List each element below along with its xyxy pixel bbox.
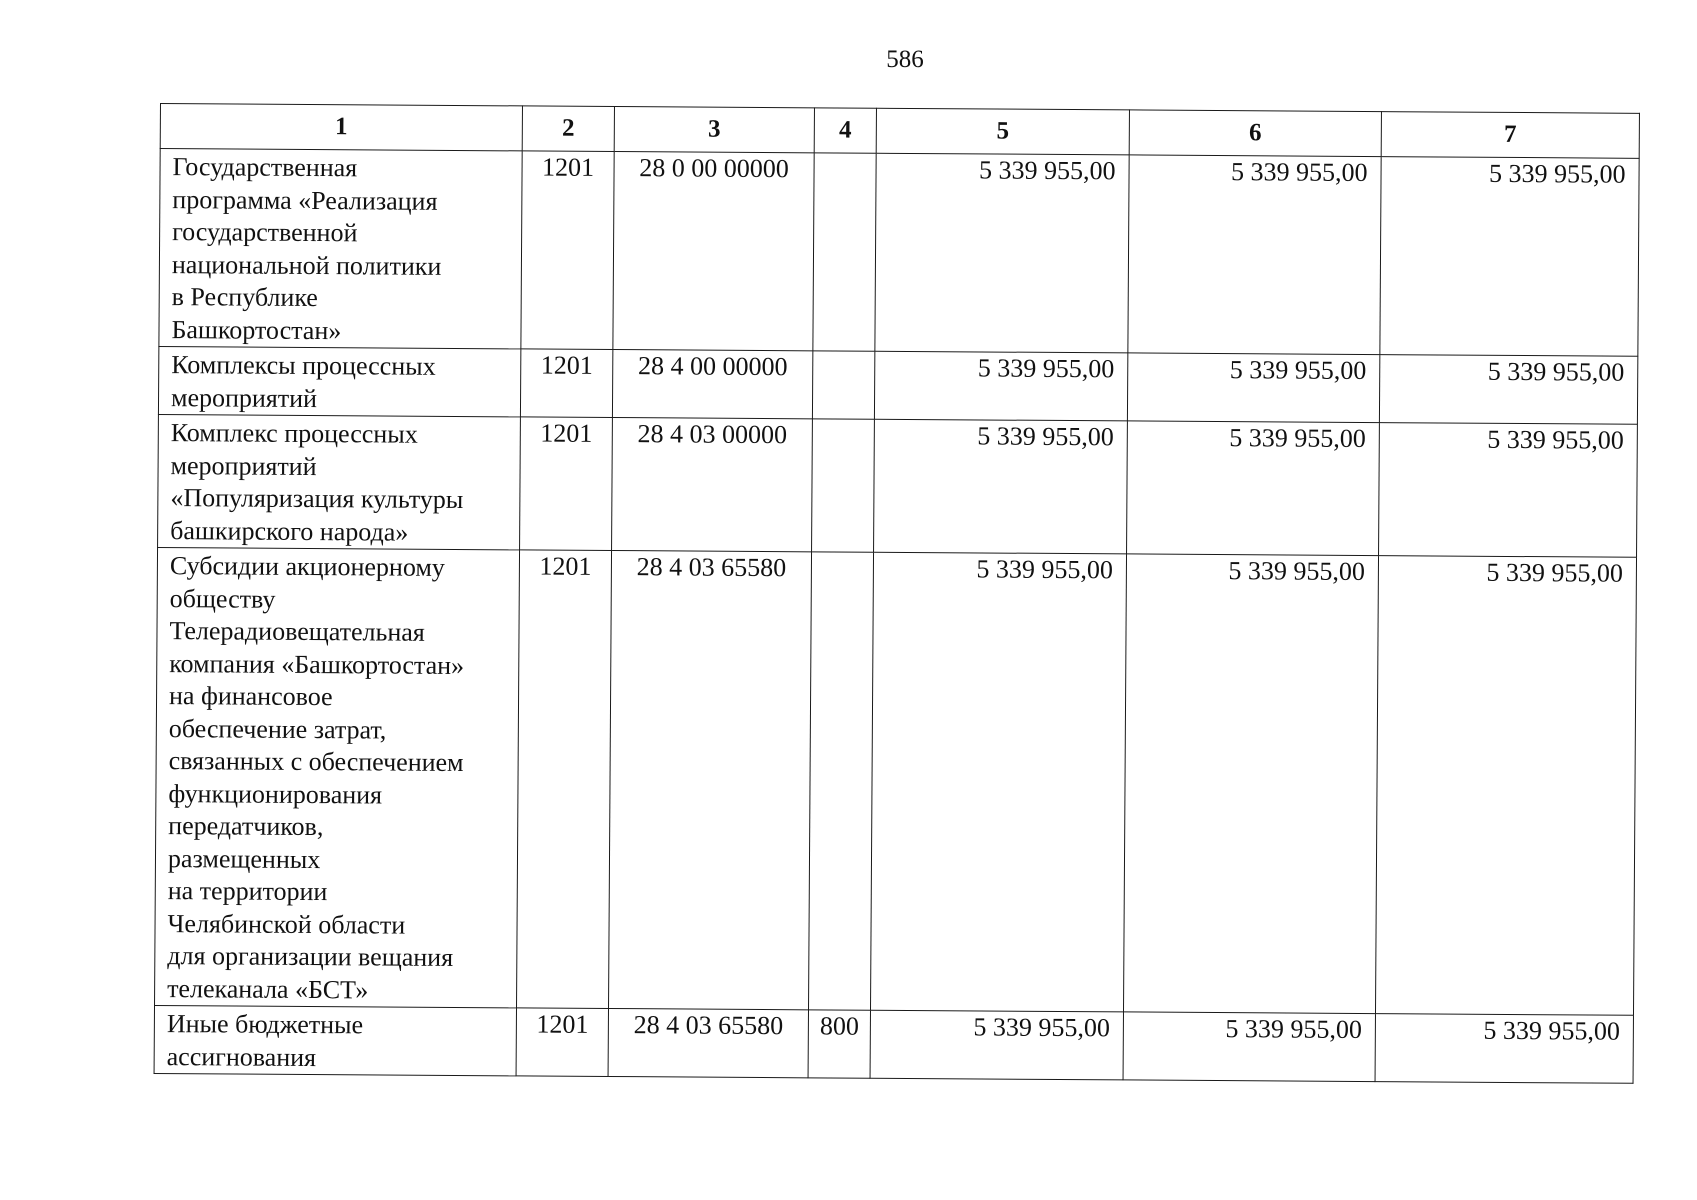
row-amount-5: 5 339 955,00: [870, 552, 1126, 1012]
row-name: Иные бюджетные ассигнования: [154, 1005, 516, 1075]
column-header-5: 5: [876, 108, 1129, 155]
row-code: 28 4 03 65580: [609, 551, 812, 1010]
row-amount-6: 5 339 955,00: [1127, 353, 1379, 423]
row-expense-type: [809, 552, 874, 1010]
column-header-4: 4: [814, 108, 876, 153]
row-code: 28 4 03 00000: [612, 418, 813, 552]
row-amount-6: 5 339 955,00: [1127, 421, 1380, 556]
table-row: [155, 547, 1637, 1015]
budget-table: [154, 103, 1640, 1084]
row-expense-type: [812, 419, 875, 552]
row-code: 28 4 00 00000: [612, 350, 812, 419]
row-amount-5: 5 339 955,00: [874, 351, 1127, 421]
table-row: [158, 414, 1638, 557]
row-amount-7: 5 339 955,00: [1380, 157, 1639, 357]
row-amount-7: 5 339 955,00: [1379, 355, 1637, 425]
column-header-1: 1: [160, 104, 522, 151]
row-amount-5: 5 339 955,00: [875, 153, 1129, 353]
row-amount-5: 5 339 955,00: [874, 419, 1128, 554]
row-code: 28 4 03 65580: [608, 1008, 808, 1077]
column-header-2: 2: [522, 106, 614, 152]
row-name: Субсидии акционерному обществу Телерадиовещательная компания «Башкортостан» на финансовое обеспечение затрат, связанных с обеспечением функционирования передатчиков, размещенных на территории Челябинской области для организации вещания телеканала «БСТ»: [155, 547, 520, 1007]
column-header-6: 6: [1129, 110, 1381, 157]
row-section: 1201: [520, 349, 612, 418]
row-section: 1201: [520, 417, 613, 551]
table-row: [158, 346, 1637, 424]
row-expense-type: [813, 153, 876, 351]
row-section: 1201: [516, 1008, 608, 1077]
column-header-3: 3: [614, 107, 814, 153]
page-number: 586: [886, 46, 924, 73]
row-expense-type: 800: [808, 1010, 870, 1078]
row-section: 1201: [517, 550, 612, 1009]
row-amount-7: 5 339 955,00: [1379, 423, 1638, 558]
row-section: 1201: [521, 151, 614, 350]
row-amount-7: 5 339 955,00: [1375, 1014, 1633, 1084]
row-amount-6: 5 339 955,00: [1123, 554, 1378, 1014]
row-name: Государственная программа «Реализация государственной национальной политики в Республике Башкортостан»: [159, 149, 522, 349]
row-amount-5: 5 339 955,00: [870, 1010, 1123, 1080]
table-row: [159, 149, 1639, 357]
row-amount-7: 5 339 955,00: [1375, 556, 1636, 1016]
row-name: Комплекс процессных мероприятий «Популяризация культуры башкирского народа»: [158, 414, 521, 549]
column-header-7: 7: [1381, 112, 1639, 159]
row-code: 28 0 00 00000: [613, 152, 814, 351]
row-name: Комплексы процессных мероприятий: [158, 346, 520, 416]
row-amount-6: 5 339 955,00: [1123, 1012, 1375, 1082]
row-amount-6: 5 339 955,00: [1128, 155, 1381, 355]
table-row: [154, 1005, 1633, 1083]
row-expense-type: [812, 351, 874, 419]
